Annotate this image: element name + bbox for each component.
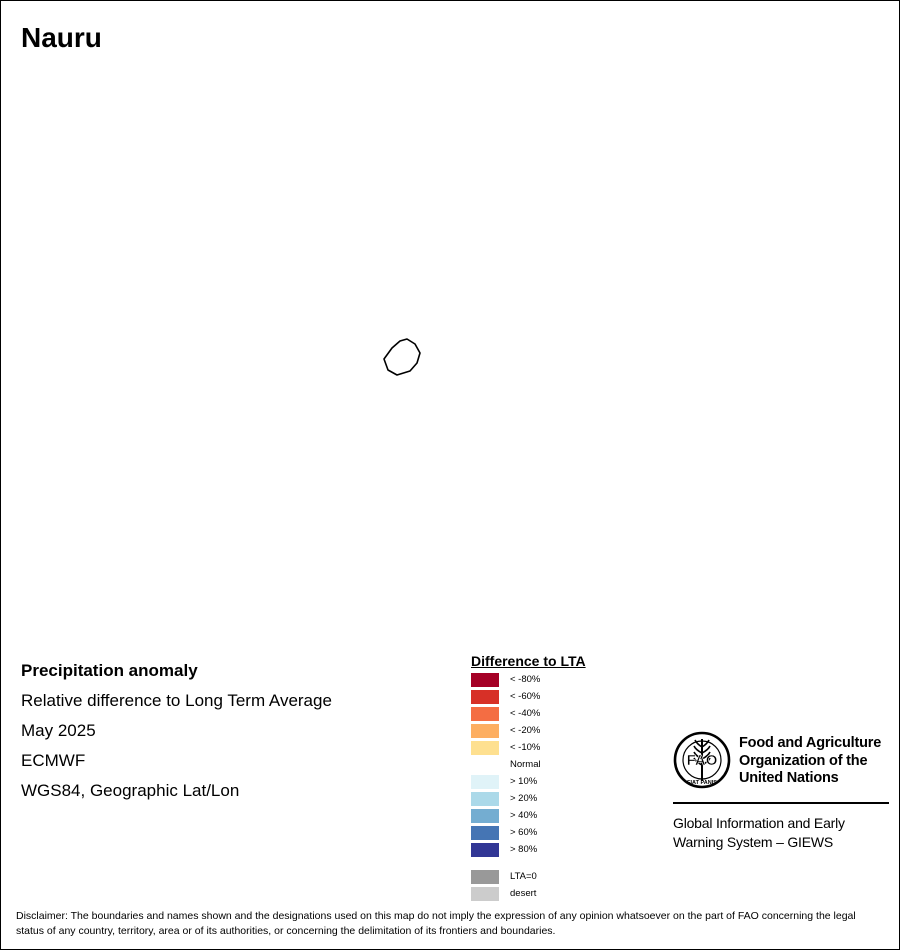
legend-item: [471, 757, 651, 774]
legend-label: > 10%: [510, 776, 538, 787]
legend-title: Difference to LTA: [471, 653, 586, 669]
legend-label: desert: [510, 888, 537, 899]
legend-items: [471, 672, 651, 859]
legend-item: [471, 689, 651, 706]
legend-swatch: [471, 843, 499, 857]
legend-item: [471, 842, 651, 859]
legend-swatch: [471, 826, 499, 840]
legend-item: [471, 774, 651, 791]
legend-label: < -40%: [510, 708, 541, 719]
legend-swatch: [471, 707, 499, 721]
legend-swatch: [471, 690, 499, 704]
map-canvas: [1, 1, 900, 641]
legend: [471, 652, 651, 903]
legend-item: [471, 706, 651, 723]
legend-item-desert: [471, 886, 651, 903]
legend-item-lta-zero: [471, 869, 651, 886]
legend-label: < -60%: [510, 691, 541, 702]
legend-extra-items: [471, 869, 651, 903]
info-heading: Precipitation anomaly: [21, 661, 198, 680]
legend-label: LTA=0: [510, 871, 537, 882]
legend-label: > 60%: [510, 827, 538, 838]
disclaimer: Disclaimer: The boundaries and names shown and the designations used on this map do not imply the expression of any opinion whatsoever on the part of FAO concerning the legal status of any country, territory, area or of its authorities, or concerning the delimitation of its frontiers and boundaries.: [16, 910, 856, 937]
legend-label: > 80%: [510, 844, 538, 855]
info-projection: WGS84, Geographic Lat/Lon: [21, 781, 240, 800]
legend-gap: [471, 859, 651, 869]
legend-item: [471, 723, 651, 740]
fao-emblem-motto: FIAT PANIS: [687, 780, 717, 786]
legend-swatch: [471, 809, 499, 823]
map-info-block: [21, 656, 332, 806]
fao-name: Food and Agriculture Organization of the United Nations: [739, 735, 882, 786]
legend-swatch: [471, 758, 499, 772]
legend-label: < -10%: [510, 742, 541, 753]
legend-swatch: [471, 887, 499, 901]
legend-item: [471, 672, 651, 689]
giews-name: Global Information and Early Warning System – GIEWS: [673, 815, 845, 850]
legend-item: [471, 791, 651, 808]
info-subtitle: Relative difference to Long Term Average: [21, 691, 332, 710]
legend-label: Normal: [510, 759, 541, 770]
legend-swatch: [471, 741, 499, 755]
info-source: ECMWF: [21, 751, 86, 770]
legend-label: > 40%: [510, 810, 538, 821]
fao-giews-logo: [673, 731, 889, 850]
legend-item: [471, 825, 651, 842]
fao-logo: [673, 731, 889, 791]
legend-swatch: [471, 870, 499, 884]
info-period: May 2025: [21, 721, 96, 740]
map-title: Nauru: [21, 22, 102, 53]
legend-label: < -20%: [510, 725, 541, 736]
logo-divider: [673, 802, 889, 804]
legend-swatch: [471, 724, 499, 738]
legend-swatch: [471, 673, 499, 687]
nauru-island-outline: [384, 339, 420, 375]
legend-label: > 20%: [510, 793, 538, 804]
fao-emblem-text: FAO: [686, 752, 718, 769]
legend-label: < -80%: [510, 674, 541, 685]
legend-item: [471, 808, 651, 825]
legend-swatch: [471, 792, 499, 806]
fao-emblem-icon: [673, 731, 731, 789]
legend-item: [471, 740, 651, 757]
legend-swatch: [471, 775, 499, 789]
